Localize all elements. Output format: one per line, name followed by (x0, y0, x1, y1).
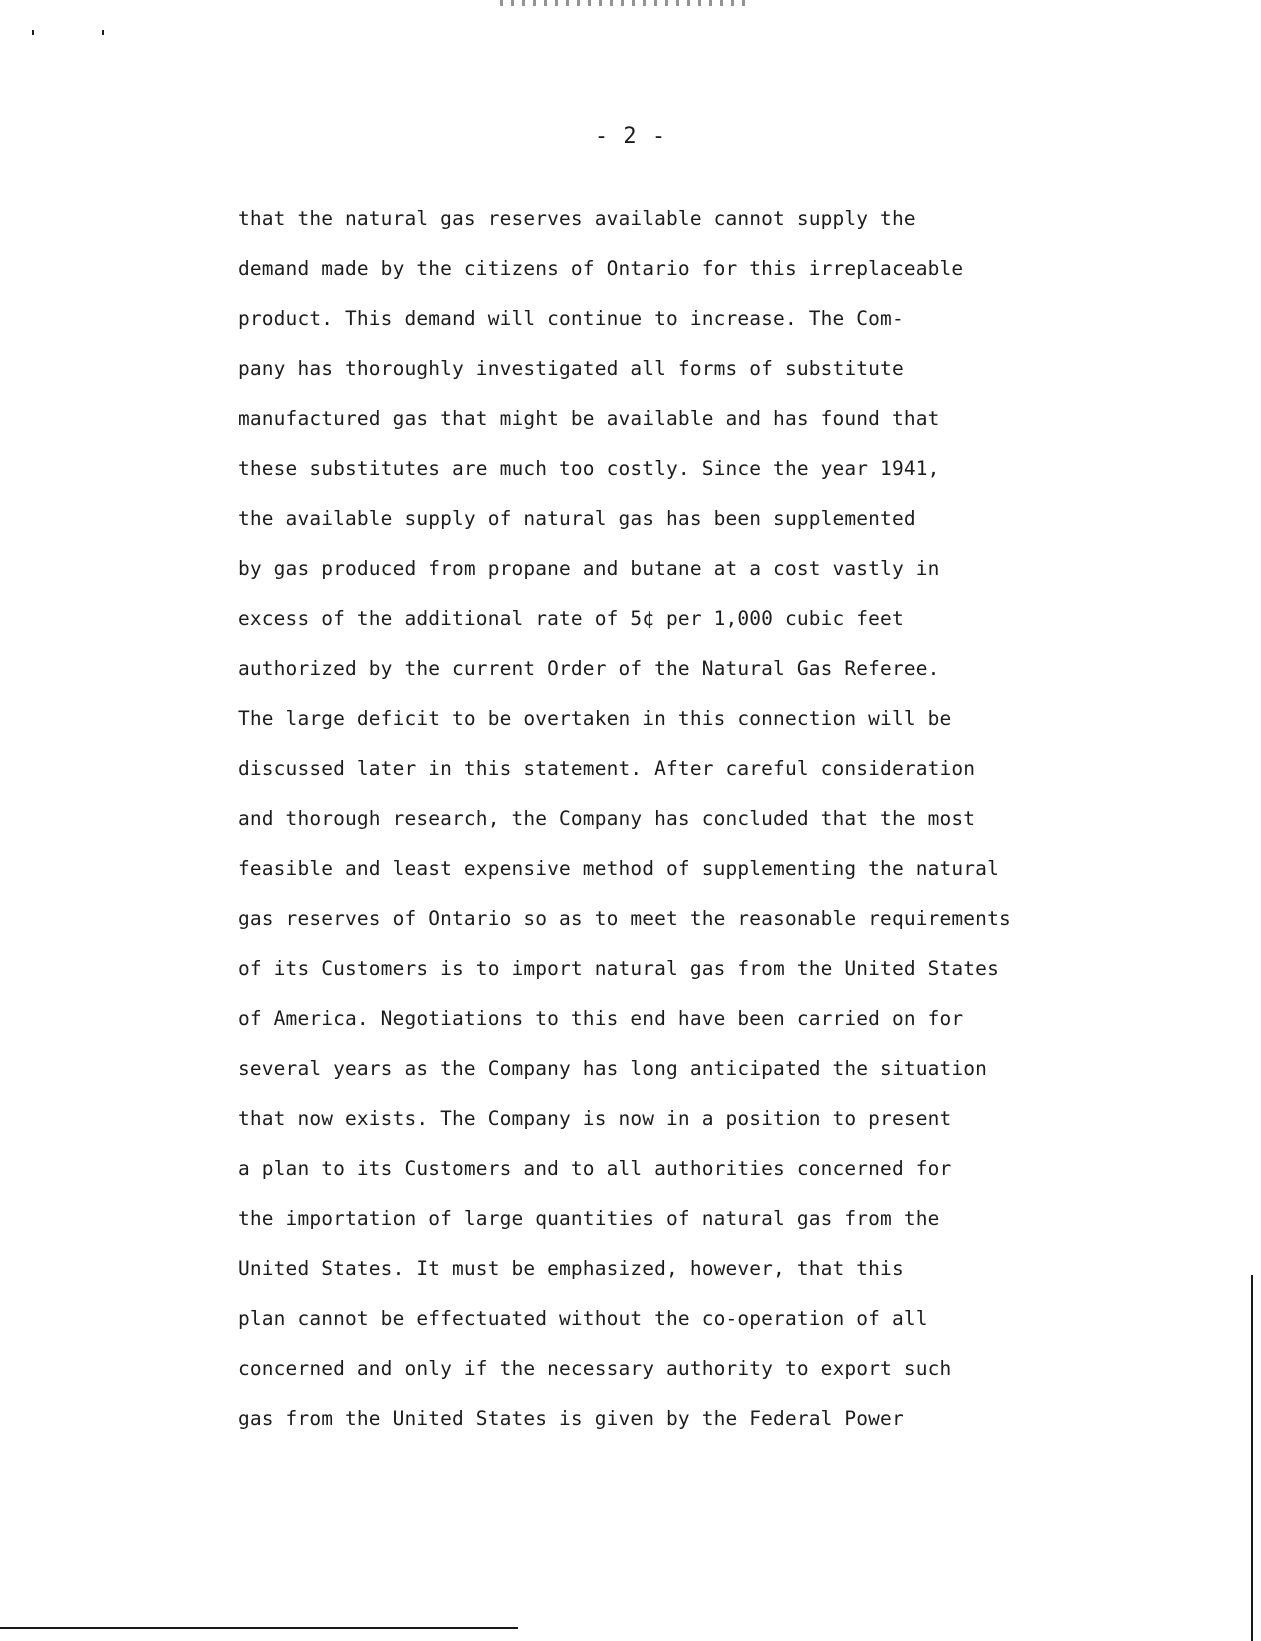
scan-edge-right (1251, 1275, 1253, 1641)
text-line: demand made by the citizens of Ontario for this irreplaceable (238, 257, 964, 280)
text-line: the available supply of natural gas has been supplemented (238, 507, 916, 530)
text-line: feasible and least expensive method of supplementing the natural (238, 857, 999, 880)
text-line: excess of the additional rate of 5¢ per 1,000 cubic feet (238, 607, 904, 630)
text-line: authorized by the current Order of the Natural Gas Referee. (238, 657, 940, 680)
scan-edge-bottom (0, 1627, 518, 1629)
text-line: of America. Negotiations to this end have been carried on for (238, 1007, 964, 1030)
text-line: that the natural gas reserves available cannot supply the (238, 207, 916, 230)
text-line: manufactured gas that might be available and has found that (238, 407, 940, 430)
text-line: The large deficit to be overtaken in this connection will be (238, 707, 952, 730)
text-line: by gas produced from propane and butane at a cost vastly in (238, 557, 940, 580)
text-line: product. This demand will continue to increase. The Com- (238, 307, 904, 330)
text-line: these substitutes are much too costly. Since the year 1941, (238, 457, 940, 480)
text-line: discussed later in this statement. After careful consideration (238, 757, 976, 780)
text-line: that now exists. The Company is now in a position to present (238, 1107, 952, 1130)
text-line: plan cannot be effectuated without the co-operation of all (238, 1307, 928, 1330)
text-line: United States. It must be emphasized, however, that this (238, 1257, 904, 1280)
text-line: concerned and only if the necessary authority to export such (238, 1357, 952, 1380)
scan-smudge-top (500, 0, 750, 6)
text-line: and thorough research, the Company has concluded that the most (238, 807, 976, 830)
text-line: the importation of large quantities of natural gas from the (238, 1207, 940, 1230)
text-line: of its Customers is to import natural gas from the United States (238, 957, 999, 980)
typed-body-text (238, 194, 1068, 1444)
text-line: several years as the Company has long anticipated the situation (238, 1057, 988, 1080)
scan-mark-left-1 (32, 30, 34, 35)
text-line: gas reserves of Ontario so as to meet the reasonable requirements (238, 907, 1011, 930)
scan-mark-left-2 (102, 30, 104, 35)
page-number: - 2 - (594, 124, 667, 149)
text-line: pany has thoroughly investigated all forms of substitute (238, 357, 904, 380)
text-line: a plan to its Customers and to all authorities concerned for (238, 1157, 952, 1180)
text-line: gas from the United States is given by the Federal Power (238, 1407, 904, 1430)
